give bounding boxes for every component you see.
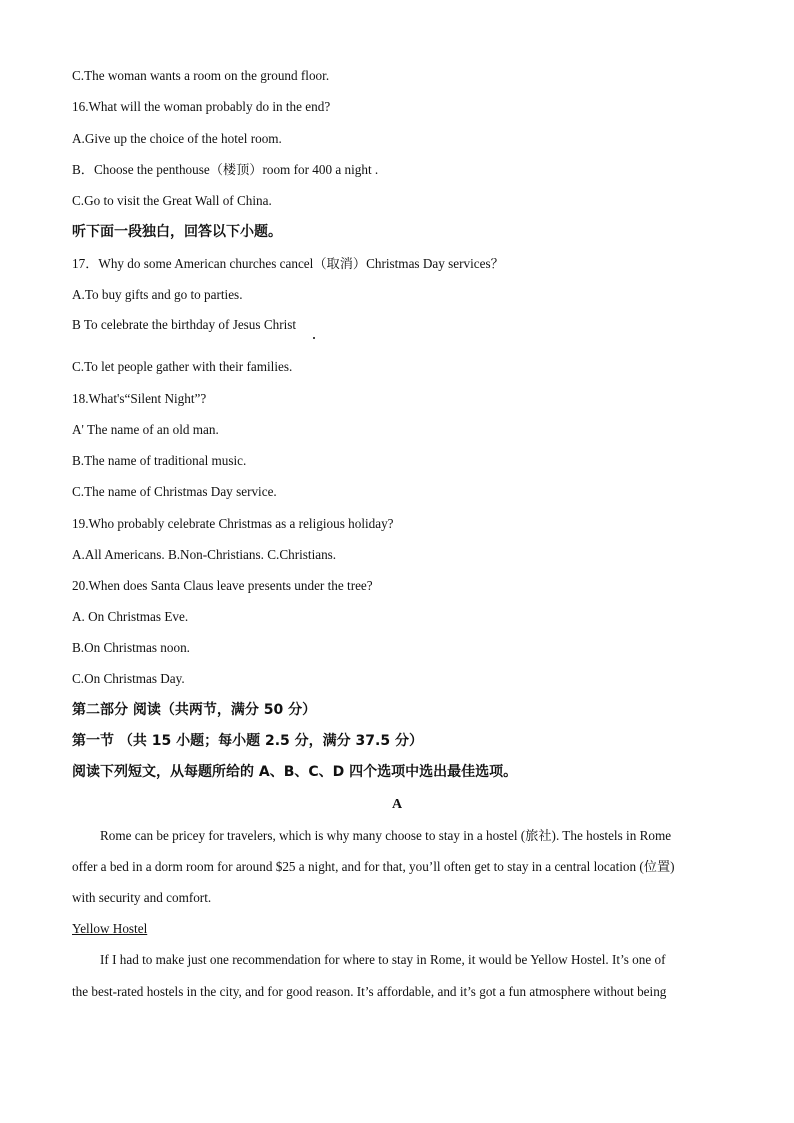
option-a-18: A' The name of an old man. (72, 422, 219, 437)
paragraph-2-line-2: the best-rated hostels in the city, and for good reason. It’s affordable, and it’s got a fun atmosphere without being (72, 984, 667, 999)
question-19: 19.Who probably celebrate Christmas as a religious holiday? (72, 516, 394, 531)
option-c-18: C.The name of Christmas Day service. (72, 484, 277, 499)
option-b-17: B To celebrate the birthday of Jesus Christ (72, 317, 297, 332)
option-b-18: B.The name of traditional music. (72, 453, 247, 468)
paragraph-1-line-1: Rome can be pricey for travelers, which is why many choose to stay in a hostel (旅社). The hostels in Rome (100, 828, 672, 843)
option-a-20: A. On Christmas Eve. (72, 609, 189, 624)
question-18: 18.What's“Silent Night”? (72, 391, 207, 406)
option-a-16: A.Give up the choice of the hotel room. (72, 131, 282, 146)
option-c-15: C.The woman wants a room on the ground floor. (72, 68, 330, 83)
paragraph-1-line-3: with security and comfort. (72, 890, 212, 905)
paragraph-2-line-1: If I had to make just one recommendation for where to stay in Rome, it would be Yellow Hostel. It’s one of (100, 952, 666, 967)
part-two-heading: 第二部分 阅读（共两节，满分 50 分） (72, 702, 317, 718)
options-19: A.All Americans. B.Non-Christians. C.Christians. (72, 547, 337, 562)
option-c-16: C.Go to visit the Great Wall of China. (72, 193, 272, 208)
option-b-20: B.On Christmas noon. (72, 640, 190, 655)
question-17: 17．Why do some American churches cancel（取消）Christmas Day services？ (72, 256, 504, 271)
option-a-17: A.To buy gifts and go to parties. (72, 287, 243, 302)
question-16: 16.What will the woman probably do in the end? (72, 99, 331, 114)
paragraph-1-line-2: offer a bed in a dorm room for around $25 a night, and for that, you’ll often get to stay in a central location (位置) (72, 859, 675, 874)
option-b-16: B．Choose the penthouse（楼顶）room for 400 a night . (72, 162, 379, 177)
listening-instruction: 听下面一段独白，回答以下小题。 (72, 224, 282, 240)
stray-dot (313, 337, 315, 339)
reading-instruction: 阅读下列短文，从每题所给的 A、B、C、D 四个选项中选出最佳选项。 (72, 764, 518, 780)
subheading-yellow-hostel: Yellow Hostel (72, 921, 148, 936)
passage-label: A (391, 797, 403, 812)
option-c-20: C.On Christmas Day. (72, 671, 185, 686)
option-c-17: C.To let people gather with their families. (72, 359, 293, 374)
section-one-heading: 第一节 （共 15 小题；每小题 2.5 分，满分 37.5 分） (72, 733, 423, 749)
question-20: 20.When does Santa Claus leave presents under the tree? (72, 578, 373, 593)
